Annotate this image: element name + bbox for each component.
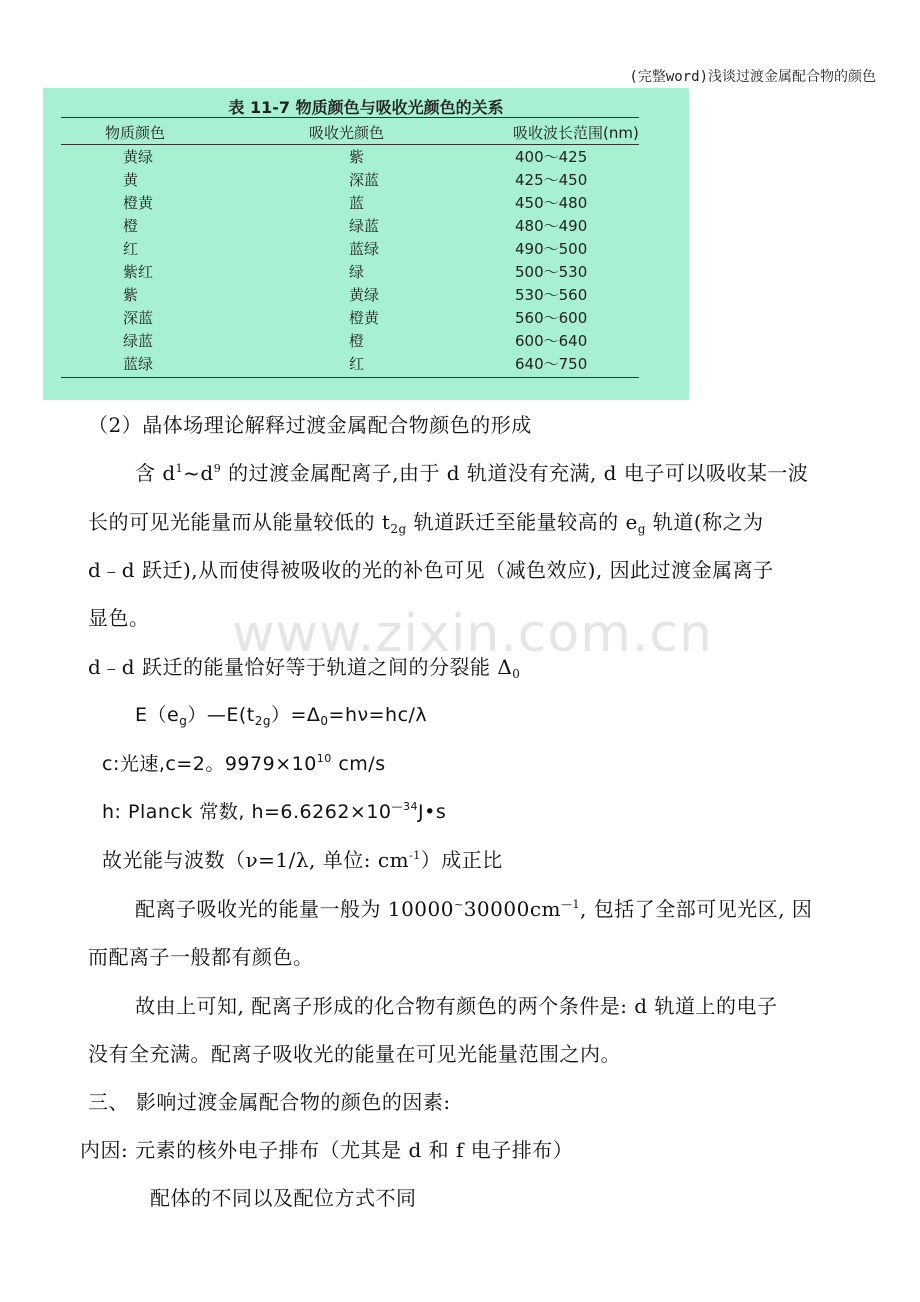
- table-cell: 500～530: [515, 263, 588, 281]
- table-cell: 黄绿: [123, 148, 154, 166]
- energy-formula: $E(e_g)—E(t_{2g})=\Delta_0=h\nu=hc/\lambda$: [135, 704, 428, 728]
- table-cell: 绿: [349, 263, 365, 281]
- paragraph-line: 没有全充满。配离子吸收光的能量在可见光能量范围之内。: [88, 1042, 621, 1066]
- table-cell: 蓝: [349, 194, 365, 212]
- table-cell: 紫红: [123, 263, 154, 281]
- speed-of-light-line: c:光速,c=2。$9979\times 10^{10}$ cm/s: [102, 752, 386, 775]
- paragraph-line: 配离子吸收光的能量一般为 $10000^\sim 30000cm^{—1}$, 包括了全部可见光区, 因: [135, 897, 813, 921]
- table-cell: 600～640: [515, 332, 588, 350]
- table-cell: 450～480: [515, 194, 588, 212]
- table-cell: 490～500: [515, 240, 588, 258]
- table-cell: 黄绿: [349, 286, 380, 304]
- table-cell: 640～750: [515, 355, 588, 373]
- wavenumber-line: 故光能与波数（ν=1/λ, 单位: $cm^{-1}$）成正比: [102, 848, 503, 872]
- ligand-factor-line: 配体的不同以及配位方式不同: [150, 1186, 417, 1210]
- table-top-rule: [61, 117, 639, 118]
- table-header-wavelength: 吸收波长范围(nm): [513, 124, 639, 142]
- section-heading-2: （2）晶体场理论解释过渡金属配合物颜色的形成: [88, 413, 532, 437]
- table-cell: 绿蓝: [349, 217, 380, 235]
- paragraph-line: d﹣d 跃迁),从而使得被吸收的光的补色可见（减色效应), 因此过渡金属离子: [88, 558, 774, 582]
- paragraph-line: 显色。: [88, 606, 150, 630]
- table-cell: 橙: [123, 217, 139, 235]
- table-cell: 黄: [123, 171, 139, 189]
- watermark: www.zixin.com.cn: [232, 604, 713, 664]
- table-cell: 400～425: [515, 148, 588, 166]
- table-cell: 橙黄: [123, 194, 154, 212]
- table-cell: 蓝绿: [123, 355, 154, 373]
- table-cell: 深蓝: [349, 171, 380, 189]
- table-bottom-rule: [61, 377, 639, 378]
- table-header-absorbed-color: 吸收光颜色: [309, 124, 385, 142]
- table-cell: 绿蓝: [123, 332, 154, 350]
- table-cell: 红: [349, 355, 365, 373]
- table-cell: 紫: [349, 148, 365, 166]
- paragraph-line: 长的可见光能量而从能量较低的 $t_{2g}$ 轨道跃迁至能量较高的 $e_g$ 轨道(称之为: [88, 510, 764, 536]
- table-title: 表 11-7 物质颜色与吸收光颜色的关系: [228, 98, 504, 117]
- dd-transition-line: d﹣d 跃迁的能量恰好等于轨道之间的分裂能 $\Delta_0$: [88, 655, 521, 681]
- paragraph-line: 含 $d^1\sim d^9$ 的过渡金属配离子,由于 d 轨道没有充满, d 电子可以吸收某一波: [135, 461, 809, 485]
- table-cell: 560～600: [515, 309, 588, 327]
- table-cell: 530～560: [515, 286, 588, 304]
- table-cell: 红: [123, 240, 139, 258]
- paragraph-line: 故由上可知, 配离子形成的化合物有颜色的两个条件是: d 轨道上的电子: [135, 994, 778, 1018]
- table-header-rule: [61, 144, 639, 145]
- internal-factor-line: 内因: 元素的核外电子排布（尤其是 d 和 f 电子排布）: [80, 1138, 574, 1162]
- table-cell: 橙: [349, 332, 365, 350]
- page-header: (完整word)浅谈过渡金属配合物的颜色: [629, 69, 876, 85]
- table-cell: 480～490: [515, 217, 588, 235]
- table-cell: 橙黄: [349, 309, 380, 327]
- planck-constant-line: h: Planck 常数, $h=6.6262\times 10^{—34}J•s$: [102, 800, 447, 823]
- table-cell: 蓝绿: [349, 240, 380, 258]
- table-header-substance-color: 物质颜色: [105, 124, 166, 142]
- paragraph-line: 而配离子一般都有颜色。: [88, 945, 314, 969]
- table-cell: 紫: [123, 286, 139, 304]
- section-heading-3: 三、 影响过渡金属配合物的颜色的因素:: [88, 1090, 451, 1114]
- table-cell: 425～450: [515, 171, 588, 189]
- color-relation-table: [43, 88, 689, 400]
- table-cell: 深蓝: [123, 309, 154, 327]
